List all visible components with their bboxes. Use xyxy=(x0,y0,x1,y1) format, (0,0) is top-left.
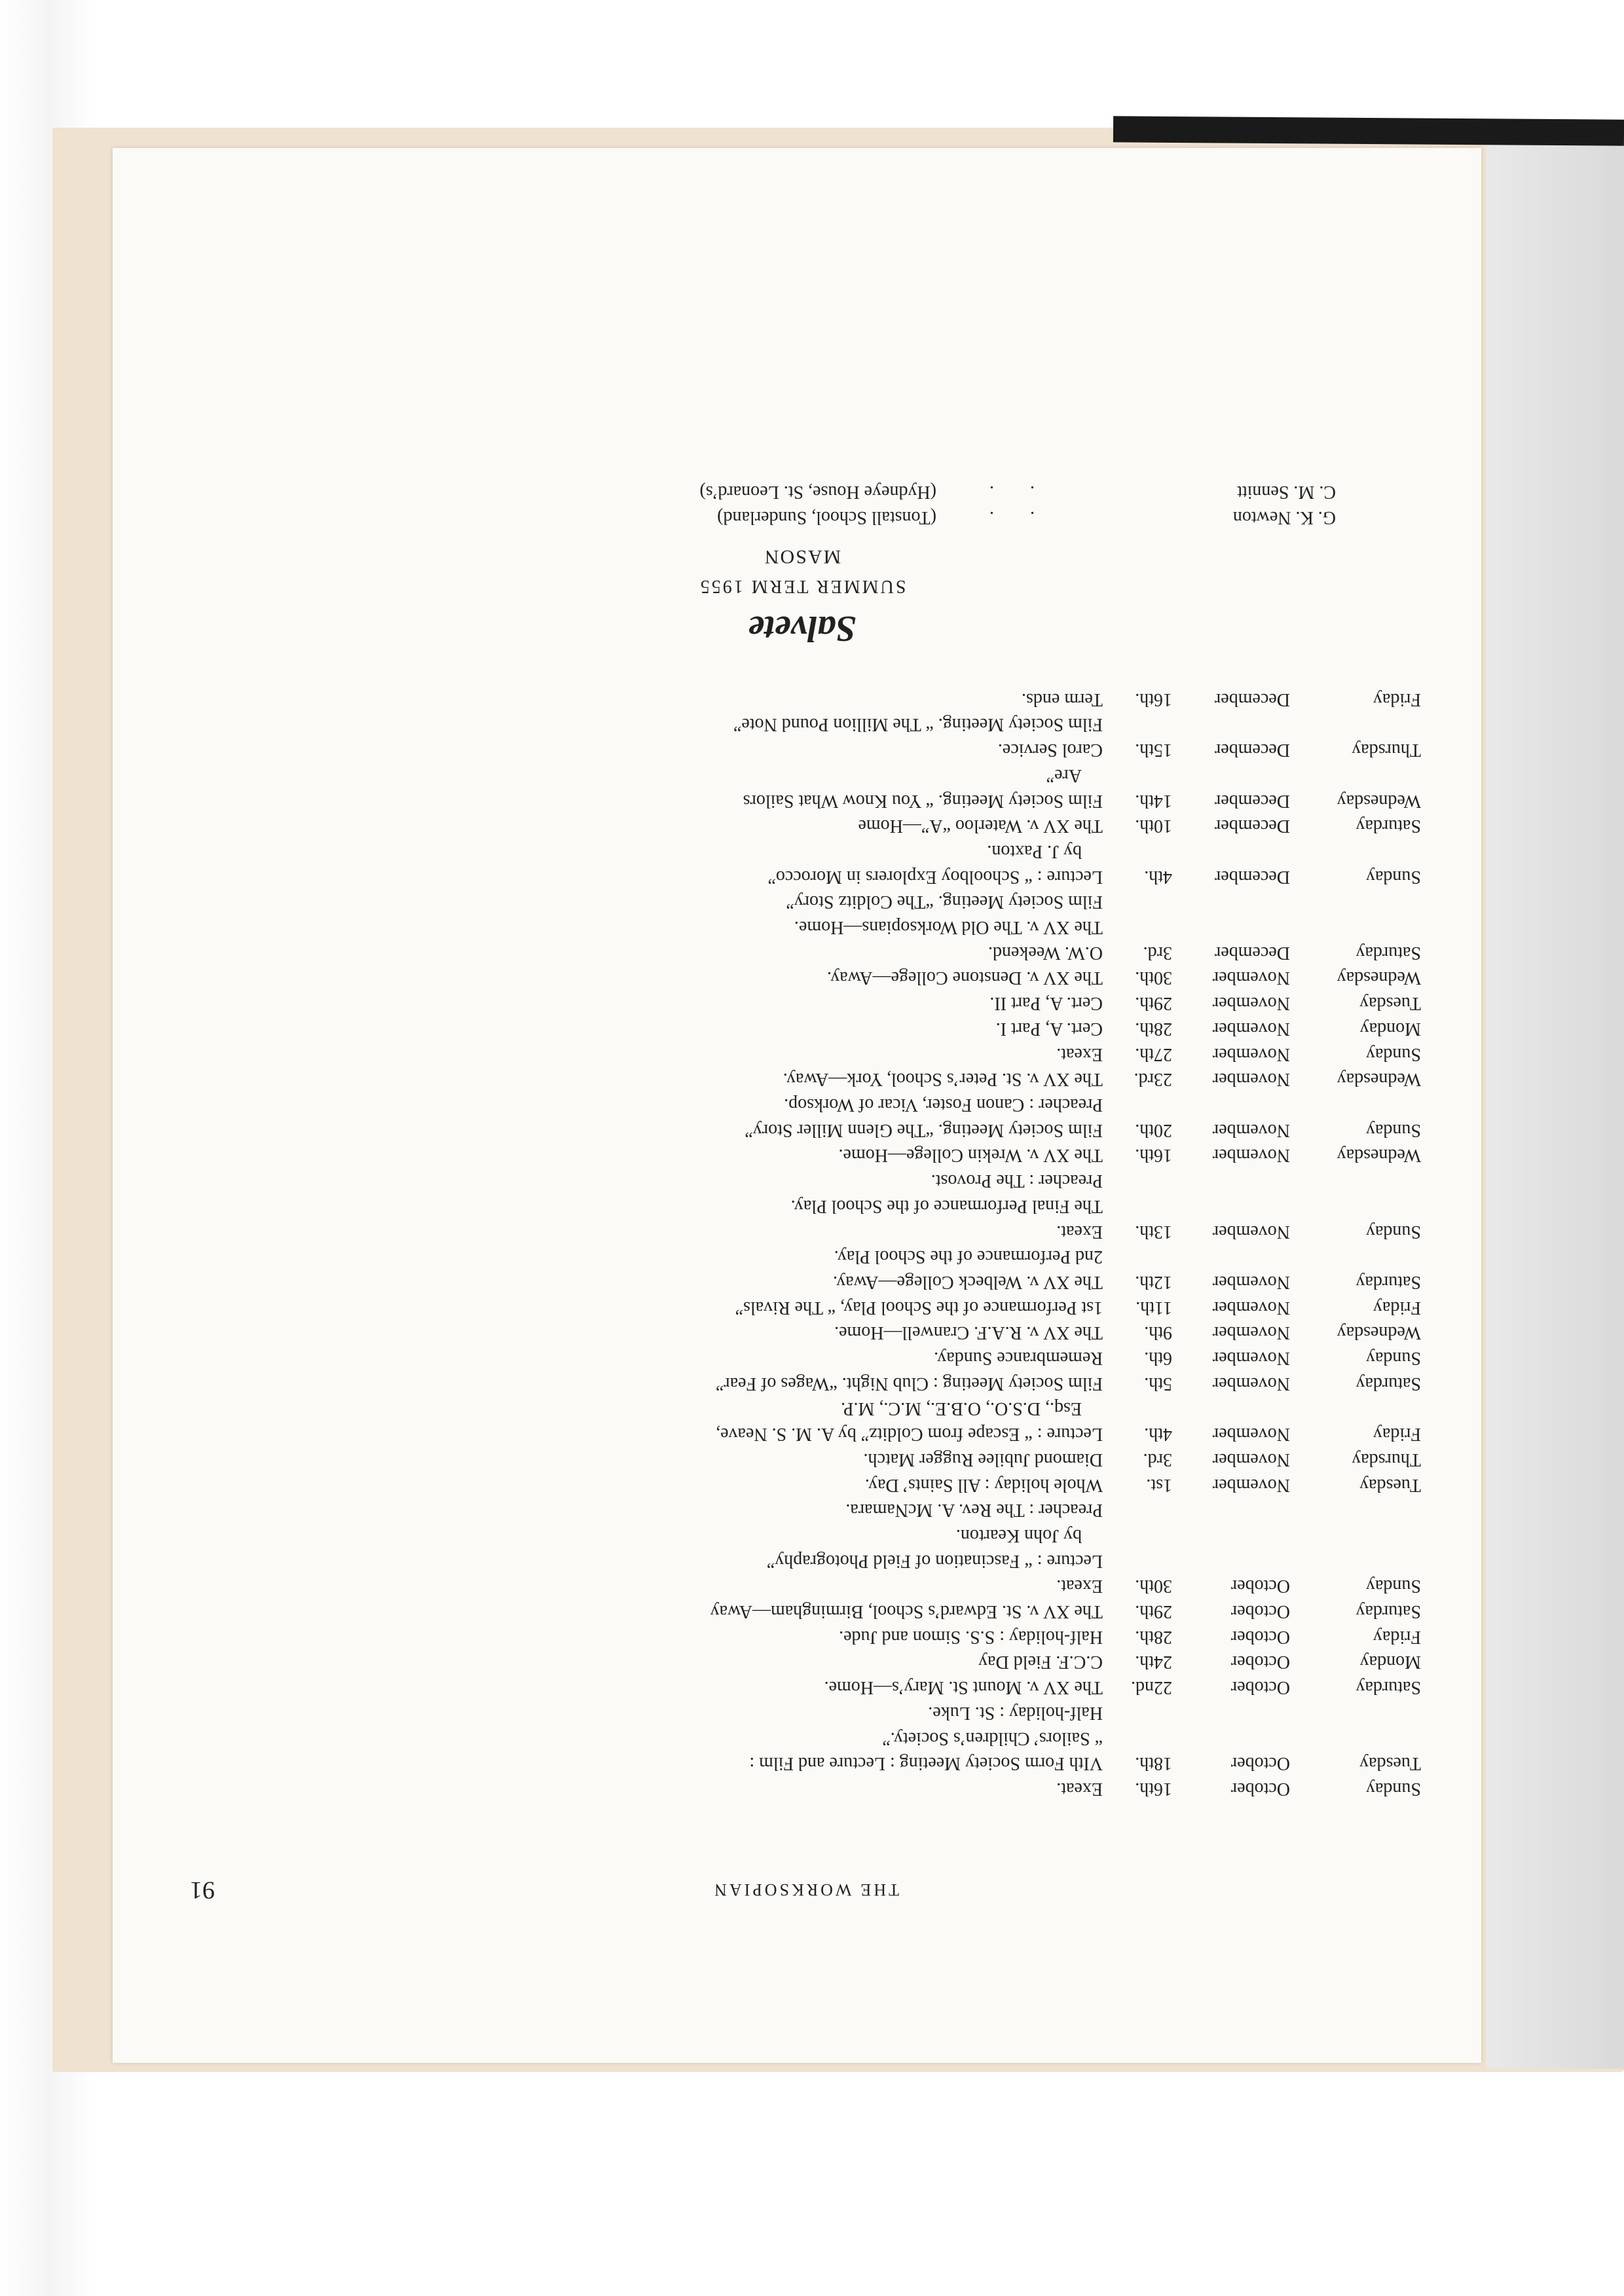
event-description-line: Preacher : Canon Foster, Vicar of Worksop. xyxy=(784,1095,1103,1116)
event-date: 14th. xyxy=(1135,790,1172,811)
event-day: Saturday xyxy=(1356,1373,1421,1394)
event-description-line: 1st Performance of the School Play, “ The Rivals” xyxy=(735,1297,1103,1318)
event-description xyxy=(183,1598,1103,1624)
event-day: Tuesday xyxy=(1359,1474,1421,1495)
event-description xyxy=(183,889,1103,965)
event-date: 18th. xyxy=(1135,1753,1172,1774)
event-description-line: O.W. Weekend. xyxy=(987,942,1103,963)
event-description-line: Esq., D.S.O., O.B.E., M.C., M.P. xyxy=(841,1398,1082,1419)
event-description xyxy=(183,813,1103,839)
event-description-line: VIth Form Society Meeting : Lecture and Film : xyxy=(749,1753,1103,1774)
event-description xyxy=(183,1472,1103,1497)
event-description-line: The XV v. St. Edward’s School, Birmingham—Away xyxy=(710,1601,1103,1622)
event-day: Wednesday xyxy=(1337,1069,1421,1090)
event-month: December xyxy=(1214,790,1290,811)
leader-dots: . . xyxy=(974,481,1035,502)
event-row xyxy=(183,1345,1421,1370)
event-row xyxy=(183,1041,1421,1066)
event-date: 11th. xyxy=(1135,1297,1172,1318)
event-date: 16th. xyxy=(1135,1145,1172,1166)
entrants-list xyxy=(183,479,1421,529)
event-day: Sunday xyxy=(1366,1779,1421,1799)
entrant-row xyxy=(183,504,1421,530)
event-day: Wednesday xyxy=(1337,790,1421,811)
event-day: Thursday xyxy=(1352,740,1421,761)
event-description xyxy=(183,1624,1103,1649)
event-month: November xyxy=(1212,1424,1290,1445)
event-description xyxy=(183,991,1103,1016)
event-description xyxy=(183,1320,1103,1345)
event-description xyxy=(183,1041,1103,1066)
event-description-line: Are” xyxy=(1046,765,1082,786)
event-description-line: The XV v. Welbeck College—Away. xyxy=(833,1271,1103,1292)
salvete-heading: Salvete xyxy=(748,608,857,649)
event-description-line: Half-holiday : St. Luke. xyxy=(928,1702,1103,1723)
event-month: December xyxy=(1214,740,1290,761)
event-date: 29th. xyxy=(1135,993,1172,1014)
event-description-line: Preacher : The Rev. A. McNamara. xyxy=(845,1500,1103,1521)
event-description-line: Half-holiday : S.S. Simon and Jude. xyxy=(839,1626,1103,1647)
event-day: Saturday xyxy=(1356,942,1421,963)
page-content-rotated xyxy=(113,148,1481,2063)
event-description xyxy=(183,965,1103,991)
event-description xyxy=(183,1294,1103,1320)
event-description xyxy=(183,1446,1103,1472)
facing-page-shadow xyxy=(1486,137,1624,2069)
event-month: October xyxy=(1230,1576,1290,1597)
page-number: 91 xyxy=(190,1876,215,1904)
event-row xyxy=(183,1294,1421,1320)
event-description-line: Exeat. xyxy=(1056,1044,1103,1065)
event-description-line: The XV v. Waterloo “A”—Home xyxy=(858,816,1103,837)
event-description-line: by J. Paxton. xyxy=(987,841,1082,862)
page-header xyxy=(190,1865,1421,1904)
event-description-line: 2nd Performance of the School Play. xyxy=(834,1247,1103,1267)
event-day: Friday xyxy=(1373,689,1421,710)
event-date: 13th. xyxy=(1135,1221,1172,1242)
event-date: 4th. xyxy=(1144,1424,1172,1445)
event-date: 10th. xyxy=(1135,816,1172,837)
event-day: Friday xyxy=(1373,1297,1421,1318)
event-description-line: Film Society Meeting. “ You Know What Sailors xyxy=(743,790,1103,811)
event-month: December xyxy=(1214,942,1290,963)
event-month: October xyxy=(1230,1753,1290,1774)
event-day: Saturday xyxy=(1356,816,1421,837)
event-month: November xyxy=(1212,1348,1290,1369)
event-day: Sunday xyxy=(1366,1120,1421,1140)
event-row xyxy=(183,965,1421,991)
event-date: 3rd. xyxy=(1143,942,1172,963)
event-row xyxy=(183,1700,1421,1776)
event-day: Sunday xyxy=(1366,1348,1421,1369)
event-date: 9th. xyxy=(1144,1322,1172,1343)
event-row xyxy=(183,1370,1421,1396)
event-description xyxy=(183,762,1103,812)
event-date: 24th. xyxy=(1135,1652,1172,1673)
event-day: Saturday xyxy=(1356,1271,1421,1292)
event-description-line: The XV v. Mount St. Mary’s—Home. xyxy=(824,1677,1103,1698)
event-day: Monday xyxy=(1359,1652,1421,1673)
event-description-line: C.C.F. Field Day xyxy=(978,1652,1103,1673)
event-month: November xyxy=(1212,1322,1290,1343)
event-description-line: Term ends. xyxy=(1021,689,1103,710)
event-month: November xyxy=(1212,1120,1290,1140)
event-description-line: The XV v. St. Peter’s School, York—Away. xyxy=(783,1069,1103,1090)
event-month: December xyxy=(1214,866,1290,887)
event-description-line: Exeat. xyxy=(1056,1576,1103,1597)
event-date: 28th. xyxy=(1135,1626,1172,1647)
event-date: 22nd. xyxy=(1131,1677,1172,1698)
event-date: 5th. xyxy=(1144,1373,1172,1394)
event-row xyxy=(183,1167,1421,1243)
term-heading: SUMMER TERM 1955 xyxy=(698,576,906,597)
event-description xyxy=(183,1776,1103,1801)
event-description-line: Cert. A, Part II. xyxy=(989,993,1103,1014)
event-day: Friday xyxy=(1373,1424,1421,1445)
event-row xyxy=(183,1598,1421,1624)
event-description xyxy=(183,1649,1103,1675)
event-description xyxy=(183,686,1103,712)
event-day: Saturday xyxy=(1356,1601,1421,1622)
event-date: 1st. xyxy=(1146,1474,1172,1495)
entrant-name: C. M. Sennitt xyxy=(1237,481,1336,502)
event-month: October xyxy=(1230,1652,1290,1673)
event-description-line: The XV v. The Old Worksopians—Home. xyxy=(794,917,1103,938)
event-description-line: Exeat. xyxy=(1056,1779,1103,1799)
event-month: November xyxy=(1212,1373,1290,1394)
event-description-line: Cert. A, Part I. xyxy=(995,1018,1103,1039)
event-month: October xyxy=(1230,1626,1290,1647)
event-day: Wednesday xyxy=(1337,1145,1421,1166)
event-description xyxy=(183,1370,1103,1396)
event-date: 16th. xyxy=(1135,689,1172,710)
event-date: 28th. xyxy=(1135,1018,1172,1039)
event-month: October xyxy=(1230,1677,1290,1698)
event-description xyxy=(183,1066,1103,1092)
event-month: November xyxy=(1212,1449,1290,1470)
event-description-line: Exeat. xyxy=(1056,1221,1103,1242)
event-description-line: Film Society Meeting. “The Glenn Miller Story” xyxy=(745,1120,1103,1140)
event-day: Sunday xyxy=(1366,1221,1421,1242)
event-row xyxy=(183,991,1421,1016)
event-day: Thursday xyxy=(1352,1449,1421,1470)
event-description-line: Lecture : “ Schoolboy Explorers in Morocco” xyxy=(767,866,1103,887)
event-row xyxy=(183,1015,1421,1041)
event-month: November xyxy=(1212,1474,1290,1495)
event-row xyxy=(183,712,1421,762)
event-description xyxy=(183,838,1103,888)
event-description xyxy=(183,1091,1103,1142)
event-description-line: “ Sailors’ Children’s Society.” xyxy=(882,1728,1103,1749)
event-month: October xyxy=(1230,1601,1290,1622)
event-day: Wednesday xyxy=(1337,968,1421,989)
event-row xyxy=(183,838,1421,888)
event-row xyxy=(183,1142,1421,1168)
event-description xyxy=(183,1142,1103,1168)
event-description-line: The XV v. R.A.F. Cranwell—Home. xyxy=(834,1322,1103,1343)
event-description-line: Carol Service. xyxy=(997,740,1103,761)
event-month: November xyxy=(1212,1018,1290,1039)
event-date: 30th. xyxy=(1135,968,1172,989)
event-row xyxy=(183,1674,1421,1700)
event-description-line: by John Kearton. xyxy=(955,1525,1082,1546)
event-day: Tuesday xyxy=(1359,993,1421,1014)
calendar-list xyxy=(183,479,1421,1801)
event-row xyxy=(183,762,1421,812)
event-description-line: Film Society Meeting. “The Colditz Story” xyxy=(786,892,1103,913)
event-description-line: The XV v. Denstone College—Away. xyxy=(827,968,1103,989)
entrant-name: G. K. Newton xyxy=(1232,507,1336,528)
event-date: 30th. xyxy=(1135,1576,1172,1597)
event-day: Monday xyxy=(1359,1018,1421,1039)
event-month: October xyxy=(1230,1779,1290,1799)
event-date: 23rd. xyxy=(1134,1069,1172,1090)
event-date: 6th. xyxy=(1144,1348,1172,1369)
event-day: Sunday xyxy=(1366,1044,1421,1065)
event-date: 4th. xyxy=(1144,866,1172,887)
event-row xyxy=(183,813,1421,839)
event-month: November xyxy=(1212,1221,1290,1242)
event-description xyxy=(183,1345,1103,1370)
event-description-line: Remembrance Sunday. xyxy=(934,1348,1103,1369)
event-day: Tuesday xyxy=(1359,1753,1421,1774)
event-month: November xyxy=(1212,1271,1290,1292)
event-description-line: Film Society Meeting : Club Night. “Wages of Fear” xyxy=(715,1373,1103,1394)
event-day: Friday xyxy=(1373,1626,1421,1647)
event-date: 16th. xyxy=(1135,1779,1172,1799)
event-rows xyxy=(183,686,1421,1801)
event-date: 20th. xyxy=(1135,1120,1172,1140)
event-month: November xyxy=(1212,1069,1290,1090)
event-description-line: The Final Performance of the School Play. xyxy=(790,1195,1103,1216)
event-row xyxy=(183,1472,1421,1497)
event-day: Sunday xyxy=(1366,1576,1421,1597)
event-date: 15th. xyxy=(1135,740,1172,761)
event-description-line: Lecture : “ Fascination of Field Photography” xyxy=(766,1550,1103,1571)
event-row xyxy=(183,889,1421,965)
event-description-line: The XV v. Wrekin College—Home. xyxy=(838,1145,1103,1166)
event-row xyxy=(183,1244,1421,1294)
event-description xyxy=(183,1396,1103,1446)
event-row xyxy=(183,1649,1421,1675)
house-heading: MASON xyxy=(763,546,841,568)
event-day: Saturday xyxy=(1356,1677,1421,1698)
event-row xyxy=(183,1624,1421,1649)
event-description xyxy=(183,1700,1103,1776)
book-page xyxy=(113,148,1481,2063)
event-month: November xyxy=(1212,1145,1290,1166)
event-description xyxy=(183,712,1103,762)
running-title: THE WORKSOPIAN xyxy=(712,1880,899,1899)
event-description xyxy=(183,1015,1103,1041)
event-month: December xyxy=(1214,816,1290,837)
event-row xyxy=(183,1776,1421,1801)
event-description-line: Lecture : “ Escape from Colditz” by A. M. S. Neave, xyxy=(716,1424,1103,1445)
binding-strip xyxy=(1113,116,1624,145)
entrant-school: (Tonstall School, Sunderland) xyxy=(717,507,936,528)
event-row xyxy=(183,1446,1421,1472)
event-month: November xyxy=(1212,1297,1290,1318)
event-description xyxy=(183,1674,1103,1700)
event-month: December xyxy=(1214,689,1290,710)
entrant-school: (Hydneye House, St. Leonard’s) xyxy=(699,481,936,502)
leader-dots: . . xyxy=(974,507,1035,528)
event-month: November xyxy=(1212,1044,1290,1065)
event-row xyxy=(183,1497,1421,1599)
event-description xyxy=(183,1167,1103,1243)
event-description xyxy=(183,1244,1103,1294)
event-date: 29th. xyxy=(1135,1601,1172,1622)
event-row xyxy=(183,1396,1421,1446)
event-description xyxy=(183,1497,1103,1599)
event-description-line: Diamond Jubilee Rugger Match. xyxy=(863,1449,1103,1470)
event-date: 27th. xyxy=(1135,1044,1172,1065)
event-day: Sunday xyxy=(1366,866,1421,887)
event-description-line: Preacher : The Provost. xyxy=(931,1171,1103,1192)
event-month: November xyxy=(1212,968,1290,989)
event-row xyxy=(183,1091,1421,1142)
event-description-line: Whole holiday : All Saints’ Day. xyxy=(864,1474,1103,1495)
event-date: 3rd. xyxy=(1143,1449,1172,1470)
event-month: November xyxy=(1212,993,1290,1014)
event-date: 12th. xyxy=(1135,1271,1172,1292)
entrant-row xyxy=(183,479,1421,504)
event-day: Wednesday xyxy=(1337,1322,1421,1343)
event-row xyxy=(183,686,1421,712)
event-row xyxy=(183,1066,1421,1092)
event-description-line: Film Society Meeting. “ The Million Pound Note” xyxy=(733,714,1103,735)
event-row xyxy=(183,1320,1421,1345)
